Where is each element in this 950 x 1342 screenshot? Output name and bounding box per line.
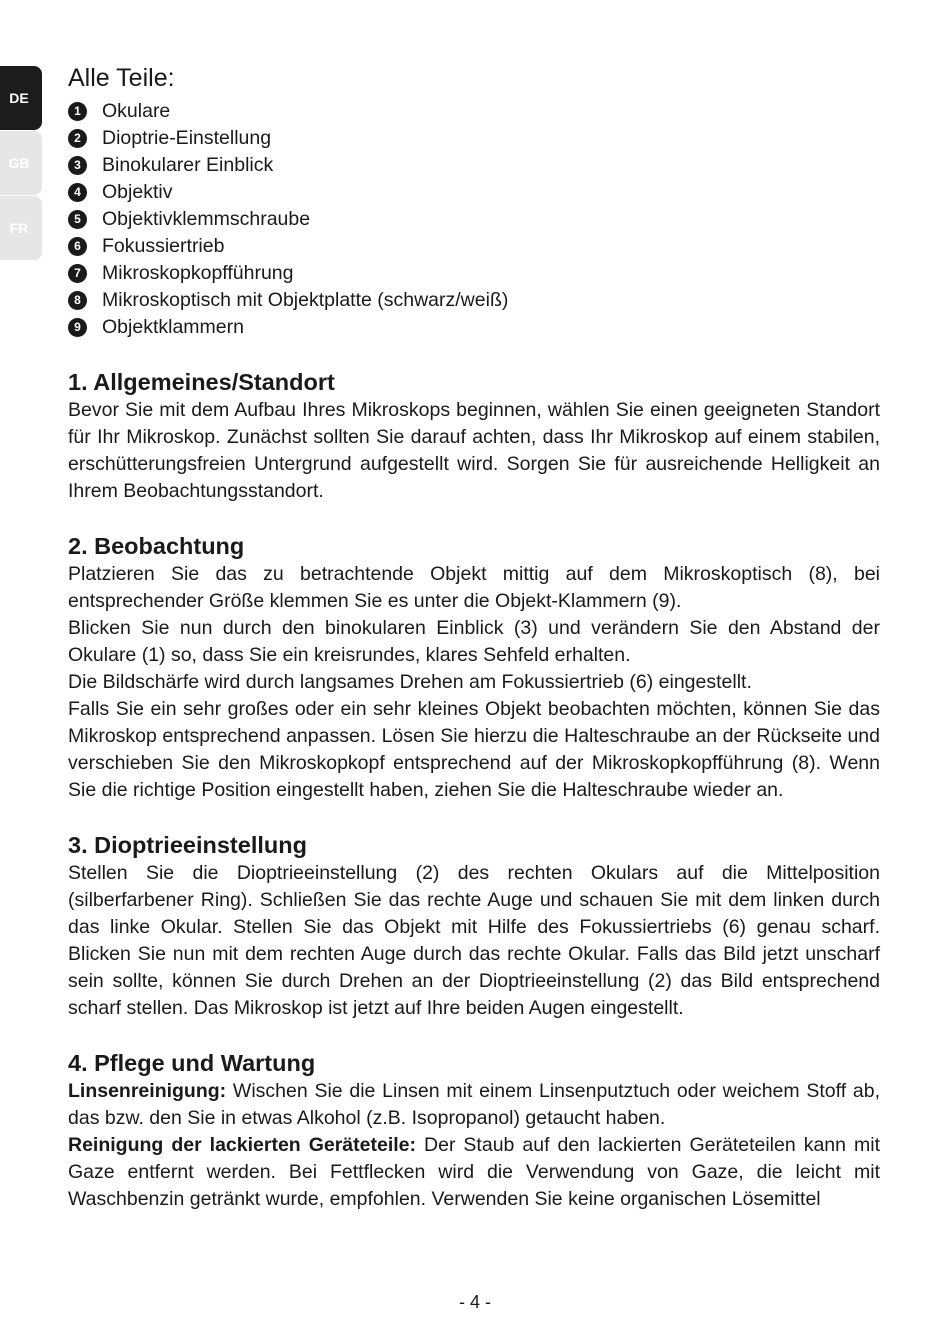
parts-list [68,98,880,341]
number-badge-icon: 5 [68,210,87,229]
section-paragraph: Platzieren Sie das zu betrachtende Objekt mittig auf dem Mikroskoptisch (8), bei entsprechender Größe klemmen Sie es unter die Objekt-Klammern (9). [68,563,880,612]
part-item: 1 Okulare [68,98,880,125]
part-item: 6 Fokussiertrieb [68,233,880,260]
section-title: 3. Dioptrieeinstellung [68,832,307,858]
section-paragraph: Blicken Sie nun durch den binokularen Einblick (3) und verändern Sie den Abstand der Okulare (1) so, dass Sie ein kreisrundes, klares Sehfeld erhalten. [68,617,880,666]
page-number: - 4 - [458,1292,491,1312]
language-tab-gb[interactable]: GB [0,131,42,195]
part-item: 8 Mikroskoptisch mit Objektplatte (schwarz/weiß) [68,287,880,314]
section-paragraph: Falls Sie ein sehr großes oder ein sehr kleines Objekt beobachten möchten, können Sie das Mikroskop entsprechend anpassen. Lösen Sie hierzu die Halteschraube an der Rückseite und verschieben Sie den Mikroskopkopf entsprechend auf der Mikroskopkopfführung (8). Wenn Sie die richtige Position eingestellt haben, ziehen Sie die Halteschraube wieder an. [68,698,880,801]
parts-heading: Alle Teile: [68,64,175,92]
language-tab-fr[interactable]: FR [0,196,42,260]
section-title: 2. Beobachtung [68,533,245,559]
section-care [68,1048,880,1213]
number-badge-icon: 1 [68,102,87,121]
page-content [68,62,880,1213]
part-item: 7 Mikroskopkopfführung [68,260,880,287]
part-item: 3 Binokularer Einblick [68,152,880,179]
section-paragraph: Die Bildschärfe wird durch langsames Drehen am Fokussiertrieb (6) eingestellt. [68,671,752,693]
care-item: Reinigung der lackierten Geräteteile: Der Staub auf den lackierten Geräteteilen kann mit Gaze entfernt werden. Bei Fettflecken wird die Verwendung von Gaze, die leicht mit Waschbenzin getränkt wurde, empfohlen. Verwenden Sie keine organischen Lösemittel [68,1134,880,1210]
care-item-label: Reinigung der lackierten Geräteteile: [68,1134,417,1156]
part-item: 9 Objektklammern [68,314,880,341]
part-item: 5 Objektivklemmschraube [68,206,880,233]
number-badge-icon: 6 [68,237,87,256]
number-badge-icon: 3 [68,156,87,175]
section-title: 1. Allgemeines/Standort [68,369,335,395]
care-item: Linsenreinigung: Wischen Sie die Linsen mit einem Linsenputztuch oder weichem Stoff ab, das bzw. den Sie in etwas Alkohol (z.B. Isopropanol) getaucht haben. [68,1080,880,1129]
section-paragraph: Stellen Sie die Dioptrieeinstellung (2) des rechten Okulars auf die Mittelposition (silberfarbener Ring). Schließen Sie das rechte Auge und schauen Sie mit dem linken durch das linke Okular. Stellen Sie das Objekt mit Hilfe des Fokussiertriebs (6) genau scharf. Blicken Sie nun mit dem rechten Auge durch das rechte Okular. Falls das Bild jetzt unscharf sein sollte, können Sie durch Drehen an der Dioptrieeinstellung (2) das Bild entsprechend scharf stellen. Das Mikroskop ist jetzt auf Ihre beiden Augen eingestellt. [68,862,880,1019]
number-badge-icon: 8 [68,291,87,310]
section-title: 4. Pflege und Wartung [68,1050,316,1076]
language-tab-de[interactable]: DE [0,66,42,130]
number-badge-icon: 7 [68,264,87,283]
section-diopter [68,830,880,1022]
number-badge-icon: 9 [68,318,87,337]
section-paragraph: Bevor Sie mit dem Aufbau Ihres Mikroskops beginnen, wählen Sie einen geeigneten Standort für Ihr Mikroskop. Zunächst sollten Sie darauf achten, dass Ihr Mikroskop auf einem stabilen, erschütterungsfreien Untergrund aufgestellt wird. Sorgen Sie für ausreichende Helligkeit an Ihrem Beobachtungsstandort. [68,399,880,502]
part-item: 2 Dioptrie-Einstellung [68,125,880,152]
section-observation [68,531,880,804]
number-badge-icon: 4 [68,183,87,202]
care-item-label: Linsenreinigung: [68,1080,227,1102]
part-item: 4 Objektiv [68,179,880,206]
section-general [68,367,880,505]
number-badge-icon: 2 [68,129,87,148]
